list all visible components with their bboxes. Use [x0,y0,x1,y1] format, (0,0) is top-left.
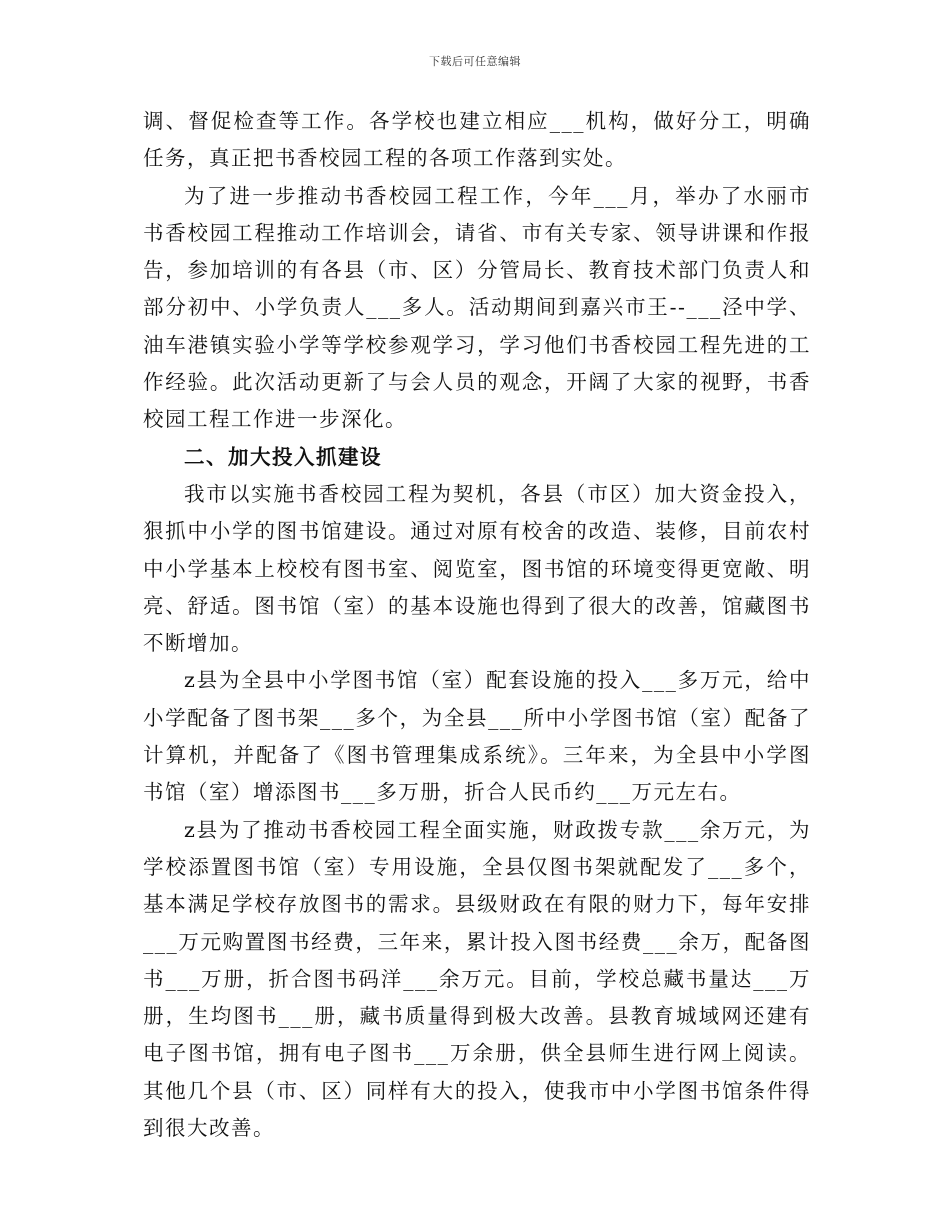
paragraph-county-a: z县为全县中小学图书馆（室）配套设施的投入___多万元，给中小学配备了图书架___多个，为全县___所中小学图书馆（室）配备了计算机，并配备了《图书管理集成系统》。三年来，为全县中小学图书馆（室）增添图书___多万册，折合人民币约___万元左右。 [143,668,811,805]
paragraph-training: 为了进一步推动书香校园工程工作，今年___月，举办了水丽市书香校园工程推动工作培训会，请省、市有关专家、领导讲课和作报告，参加培训的有各县（市、区）分管局长、教育技术部门负责人和部分初中、小学负责人___多人。活动期间到嘉兴市王--___泾中学、油车港镇实验小学等学校参观学习，学习他们书香校园工程先进的工作经验。此次活动更新了与会人员的观念，开阔了大家的视野，书香校园工程工作进一步深化。 [143,183,811,432]
paragraph-county-b: z县为了推动书香校园工程全面实施，财政拨专款___余万元，为学校添置图书馆（室）专用设施，全县仅图书架就配发了___多个，基本满足学校存放图书的需求。县级财政在有限的财力下，每年安排___万元购置图书经费，三年来，累计投入图书经费___余万，配备图书___万册，折合图书码洋___余万元。目前，学校总藏书量达___万册，生均图书___册，藏书质量得到极大改善。县教育城域网还建有电子图书馆，拥有电子图书___万余册，供全县师生进行网上阅读。其他几个县（市、区）同样有大的投入，使我市中小学图书馆条件得到很大改善。 [143,817,811,1141]
paragraph-continued: 调、督促检查等工作。各学校也建立相应___机构，做好分工，明确任务，真正把书香校园工程的各项工作落到实处。 [143,109,811,171]
page-header: 下载后可任意编辑 [429,55,521,68]
paragraph-investment: 我市以实施书香校园工程为契机，各县（市区）加大资金投入，狠抓中小学的图书馆建设。通过对原有校舍的改造、装修，目前农村中小学基本上校校有图书室、阅览室，图书馆的环境变得更宽敞、明亮、舒适。图书馆（室）的基本设施也得到了很大的改善，馆藏图书不断增加。 [143,481,811,656]
section-heading: 二、加大投入抓建设 [184,444,382,469]
document-body [143,103,811,1147]
